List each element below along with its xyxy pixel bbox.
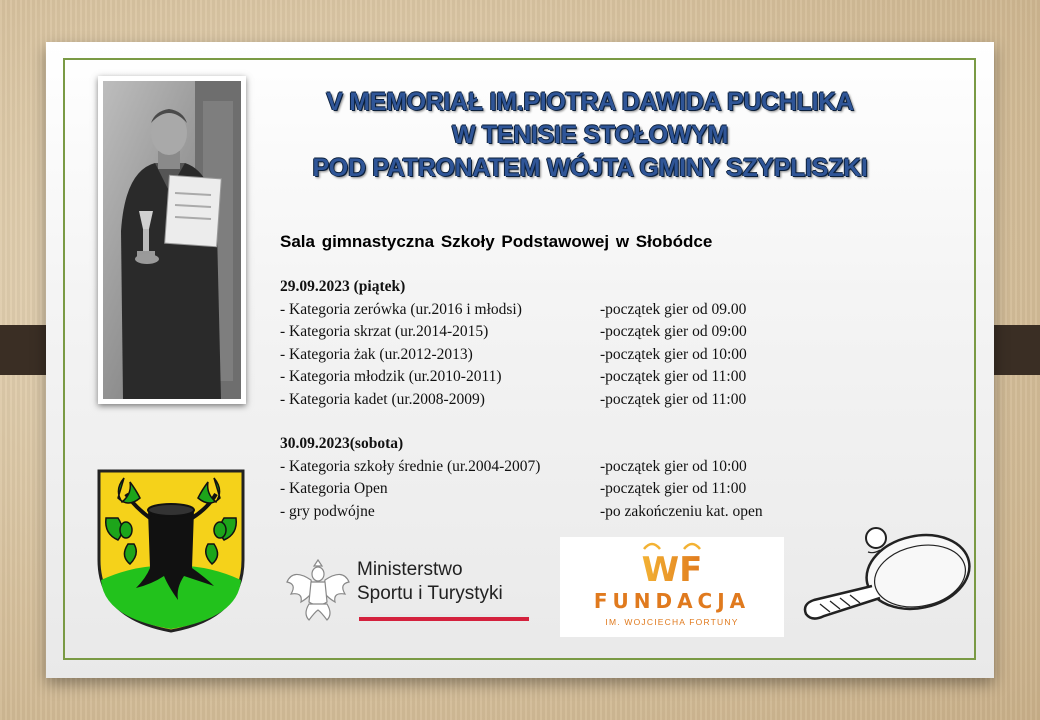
category: - Kategoria szkoły średnie (ur.2004-2007) [280,457,541,475]
schedule-row [280,501,763,524]
foundation-logo-mark: WF [641,550,703,589]
category: - Kategoria młodzik (ur.2010-2011) [280,368,502,385]
start-time: -początek gier od 10:00 [600,345,747,363]
start-time: -po zakończeniu kat. open [600,502,763,520]
table-tennis-racket-icon [800,524,980,629]
venue: Sala gimnastyczna Szkoły Podstawowej w Słobódce [280,232,713,251]
ministry-logo [283,548,543,628]
schedule-day-2 [280,433,763,523]
polish-flag-bar [359,614,529,622]
start-time: -początek gier od 11:00 [600,480,747,497]
ministry-line-1: Ministerstwo [357,559,463,580]
wf-logo-icon [560,537,784,589]
schedule-row [280,299,747,322]
polish-eagle-icon [283,554,353,624]
category: - Kategoria skrzat (ur.2014-2015) [280,323,489,340]
category: - Kategoria żak (ur.2012-2013) [280,345,473,363]
schedule-row [280,344,747,367]
category: - Kategoria zerówka (ur.2016 i młodsi) [280,300,522,318]
category: - Kategoria Open [280,480,388,497]
schedule-row [280,478,763,501]
ministry-line-2: Sportu i Turystyki [357,583,503,604]
category: - Kategoria kadet (ur.2008-2009) [280,390,485,408]
start-time: -początek gier od 09:00 [600,323,747,340]
foundation-subtitle: IM. WOJCIECHA FORTUNY [605,617,739,627]
title-line-3: POD PATRONATEM WÓJTA GMINY SZYPLISZKI [312,154,868,182]
start-time: -początek gier od 11:00 [600,390,747,408]
schedule-row [280,321,747,344]
schedule-row [280,456,763,479]
start-time: -początek gier od 10:00 [600,457,747,475]
ministry-name [357,558,503,606]
start-time: -początek gier od 11:00 [600,368,747,385]
title-line-2: W TENISIE STOŁOWYM [451,121,729,149]
gmina-crest-icon [96,468,246,639]
schedule-row [280,366,747,389]
day-2-heading: 30.09.2023(sobota) [280,435,404,452]
title-line-1: V MEMORIAŁ IM.PIOTRA DAWIDA PUCHLIKA [326,88,854,116]
portrait-photo [98,76,246,404]
category: - gry podwójne [280,502,375,520]
foundation-name: FUNDACJA [593,589,751,613]
foundation-logo [560,537,784,637]
schedule-day-1 [280,276,747,411]
event-title [255,86,925,185]
schedule-row [280,389,747,412]
day-1-heading: 29.09.2023 (piątek) [280,278,406,295]
start-time: -początek gier od 09.00 [600,300,747,318]
